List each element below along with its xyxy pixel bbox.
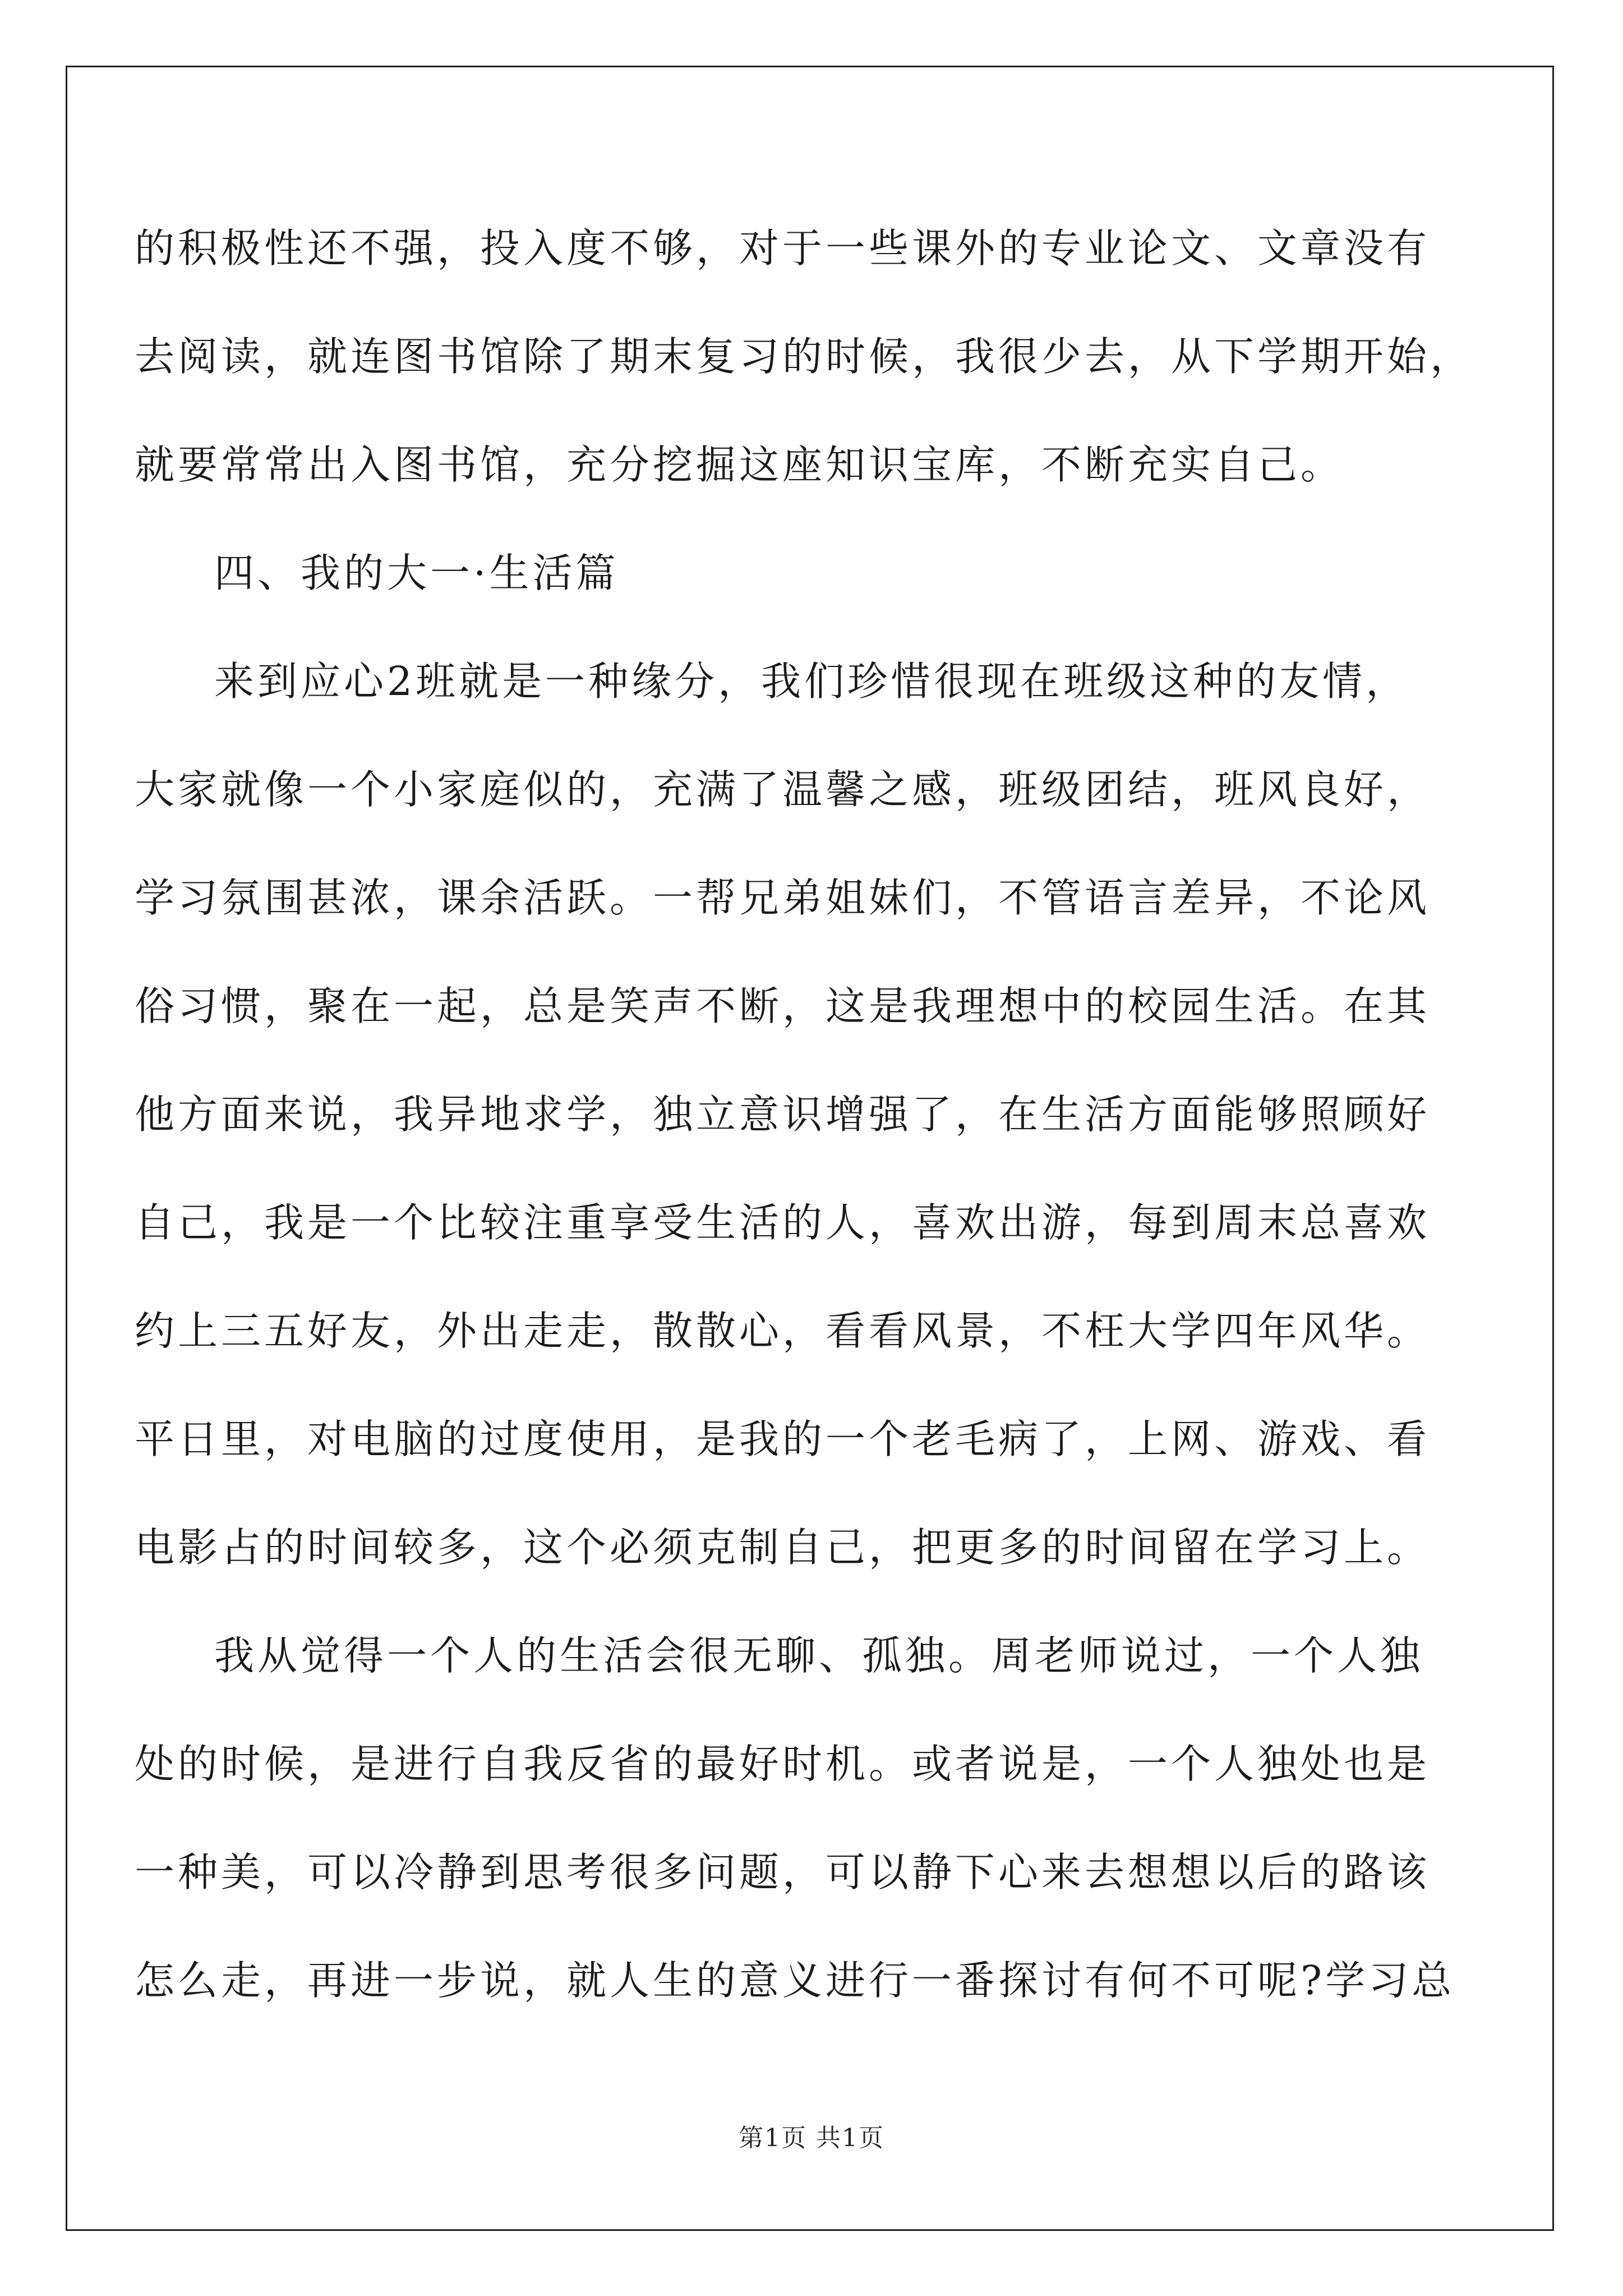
text-line: 平日里，对电脑的过度使用，是我的一个老毛病了，上网、游戏、看 [135, 1416, 1431, 1462]
text-line: 一种美，可以冷静到思考很多问题，可以静下心来去想想以后的路该 [135, 1849, 1431, 1895]
text-line: 怎么走，再进一步说，就人生的意义进行一番探讨有何不可呢?学习总 [135, 1957, 1455, 2004]
text-line: 俗习惯，聚在一起，总是笑声不断，这是我理想中的校园生活。在其 [135, 983, 1431, 1029]
text-line: 处的时候，是进行自我反省的最好时机。或者说是，一个人独处也是 [135, 1741, 1431, 1787]
page-number-footer: 第1页 共1页 [739, 2124, 884, 2152]
text-line: 自己，我是一个比较注重享受生活的人，喜欢出游，每到周末总喜欢 [135, 1199, 1431, 1246]
text-line: 学习氛围甚浓，课余活跃。一帮兄弟姐妹们，不管语言差异，不论风 [135, 875, 1431, 921]
text-line: 我从觉得一个人的生活会很无聊、孤独。周老师说过，一个人独 [214, 1632, 1424, 1679]
text-line: 去阅读，就连图书馆除了期末复习的时候，我很少去，从下学期开始， [135, 333, 1474, 380]
page-border [66, 66, 1554, 2231]
text-line: 他方面来说，我异地求学，独立意识增强了，在生活方面能够照顾好 [135, 1091, 1431, 1138]
text-line: 约上三五好友，外出走走，散散心，看看风景，不枉大学四年风华。 [135, 1308, 1431, 1354]
text-line: 就要常常出入图书馆，充分挖掘这座知识宝库，不断充实自己。 [135, 441, 1344, 488]
text-line: 来到应心2班就是一种缘分，我们珍惜很现在班级这种的友情， [214, 658, 1409, 705]
text-line: 大家就像一个小家庭似的，充满了温馨之感，班级团结，班风良好， [135, 766, 1431, 813]
text-line: 的积极性还不强，投入度不够，对于一些课外的专业论文、文章没有 [135, 225, 1431, 272]
section-heading: 四、我的大一·生活篇 [214, 550, 619, 596]
text-line: 电影占的时间较多，这个必须克制自己，把更多的时间留在学习上。 [135, 1524, 1431, 1571]
